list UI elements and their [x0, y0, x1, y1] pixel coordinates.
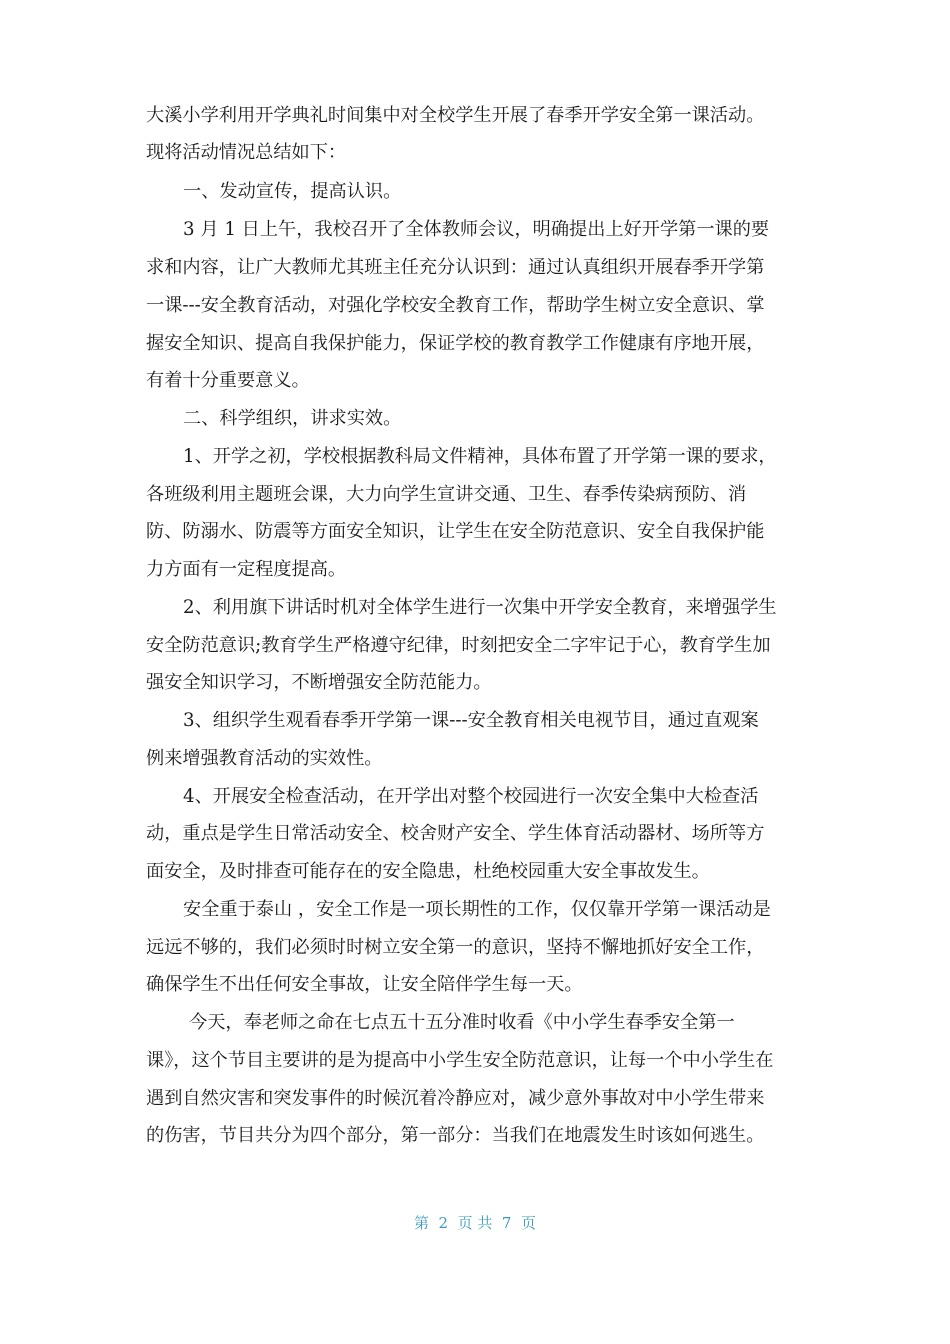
text-line: 遇到自然灾害和突发事件的时候沉着冷静应对，减少意外事故对中小学生带来: [146, 1088, 765, 1109]
text-line: 确保学生不出任何安全事故，让安全陪伴学生每一天。: [146, 974, 583, 995]
text-line: 有着十分重要意义。: [146, 370, 310, 391]
text-line: 课》，这个节目主要讲的是为提高中小学生安全防范意识，让每一个中小学生在: [146, 1050, 774, 1071]
text-line: 安全重于泰山 ，安全工作是一项长期性的工作，仅仅靠开学第一课活动是: [183, 899, 771, 920]
section-heading: 一、发动宣传，提高认识。: [183, 181, 402, 202]
text-line: 大溪小学利用开学典礼时间集中对全校学生开展了春季开学安全第一课活动。: [146, 105, 765, 126]
page-number-footer: [0, 1212, 950, 1233]
text-line: 各班级利用主题班会课，大力向学生宣讲交通、卫生、春季传染病预防、消: [146, 484, 747, 505]
text-line: 3、组织学生观看春季开学第一课---安全教育相关电视节目，通过直观案: [183, 710, 759, 731]
text-line: 一课---安全教育活动，对强化学校安全教育工作，帮助学生树立安全意识、掌: [146, 295, 765, 316]
text-line: 今天，奉老师之命在七点五十五分准时收看《中小学生春季安全第一: [189, 1012, 735, 1033]
text-line: 防、防溺水、防震等方面安全知识，让学生在安全防范意识、安全自我保护能: [146, 521, 765, 542]
section-heading: 二、科学组织，讲求实效。: [183, 408, 402, 429]
text-line: 安全防范意识;教育学生严格遵守纪律，时刻把安全二字牢记于心，教育学生加: [146, 635, 771, 656]
text-line: 求和内容，让广大教师尤其班主任充分认识到：通过认真组织开展春季开学第: [146, 257, 765, 278]
text-line: 力方面有一定程度提高。: [146, 559, 347, 580]
text-line: 1、开学之初，学校根据教科局文件精神，具体布置了开学第一课的要求，: [183, 446, 777, 467]
text-line: 的伤害，节目共分为四个部分，第一部分：当我们在地震发生时该如何逃生。: [146, 1125, 765, 1146]
text-line: 4、开展安全检查活动，在开学出对整个校园进行一次安全集中大检查活: [183, 786, 759, 807]
text-line: 2、利用旗下讲话时机对全体学生进行一次集中开学安全教育，来增强学生: [183, 597, 777, 618]
text-line: 现将活动情况总结如下：: [146, 142, 347, 163]
text-line: 远远不够的，我们必须时时树立安全第一的意识，坚持不懈地抓好安全工作，: [146, 937, 765, 958]
text-line: 握安全知识、提高自我保护能力，保证学校的教育教学工作健康有序地开展，: [146, 333, 765, 354]
text-line: 强安全知识学习，不断增强安全防范能力。: [146, 672, 492, 693]
text-line: 面安全，及时排查可能存在的安全隐患，杜绝校园重大安全事故发生。: [146, 861, 710, 882]
page-number-text: 第 2 页 共 7 页: [414, 1214, 536, 1232]
text-line: 3 月 1 日上午，我校召开了全体教师会议，明确提出上好开学第一课的要: [183, 219, 770, 240]
text-line: 例来增强教育活动的实效性。: [146, 748, 383, 769]
text-line: 动，重点是学生日常活动安全、校舍财产安全、学生体育活动器材、场所等方: [146, 823, 765, 844]
